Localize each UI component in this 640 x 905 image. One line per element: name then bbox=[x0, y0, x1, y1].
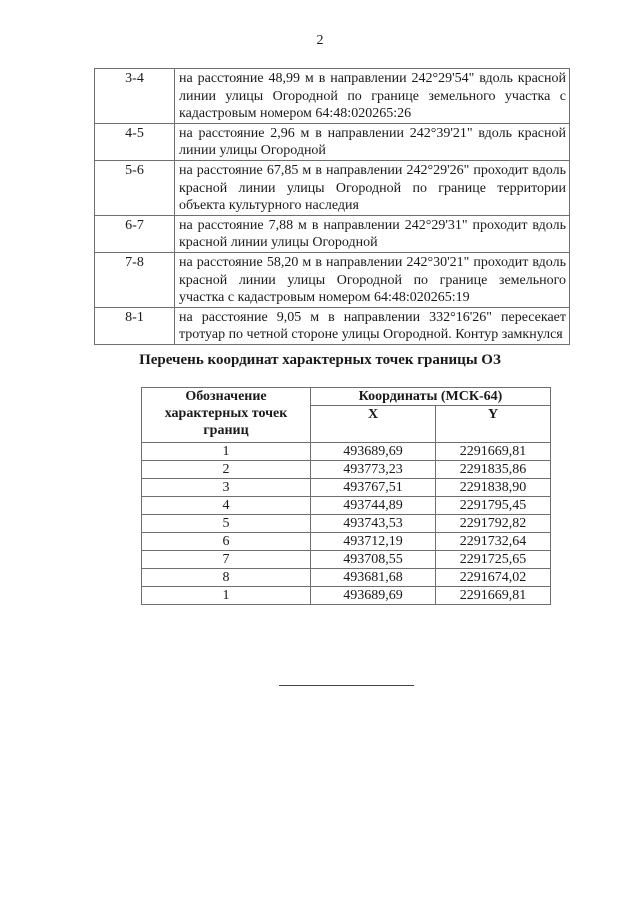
boundary-segments-table bbox=[94, 68, 570, 345]
header-row bbox=[142, 388, 551, 406]
coordinates-table bbox=[141, 387, 551, 605]
segment-description: на расстояние 7,88 м в направлении 242°29'31" проходит вдоль красной линии улицы Огородной bbox=[175, 215, 570, 252]
point-id: 8 bbox=[142, 569, 311, 587]
coord-x: 493767,51 bbox=[311, 479, 436, 497]
table-row bbox=[142, 497, 551, 515]
coord-y: 2291725,65 bbox=[436, 551, 551, 569]
table-row bbox=[95, 252, 570, 307]
table-row bbox=[142, 569, 551, 587]
table-row bbox=[142, 533, 551, 551]
table-row bbox=[142, 479, 551, 497]
segment-description: на расстояние 67,85 м в направлении 242°29'26" проходит вдоль красной линии улицы Огородной по границе территории объекта культурного наследия bbox=[175, 160, 570, 215]
page-number: 2 bbox=[316, 33, 324, 48]
point-id: 1 bbox=[142, 443, 311, 461]
header-point-designation: Обозначение характерных точек границ bbox=[142, 388, 311, 443]
table-row bbox=[95, 123, 570, 160]
table-row bbox=[142, 515, 551, 533]
header-coordinates-group: Координаты (МСК-64) bbox=[311, 388, 551, 406]
coord-y: 2291792,82 bbox=[436, 515, 551, 533]
point-id: 2 bbox=[142, 461, 311, 479]
coord-x: 493689,69 bbox=[311, 443, 436, 461]
segment-description: на расстояние 48,99 м в направлении 242°29'54" вдоль красной линии улицы Огородной по границе земельного участка с кадастровым номером 64:48:020265:26 bbox=[175, 69, 570, 124]
table-row bbox=[95, 160, 570, 215]
coord-x: 493689,69 bbox=[311, 587, 436, 605]
coord-y: 2291795,45 bbox=[436, 497, 551, 515]
coord-y: 2291732,64 bbox=[436, 533, 551, 551]
segment-description: на расстояние 9,05 м в направлении 332°16'26" пересекает тротуар по четной стороне улицы Огородной. Контур замкнулся bbox=[175, 307, 570, 344]
table-row bbox=[95, 69, 570, 124]
segment-id: 7-8 bbox=[95, 252, 175, 307]
coord-y: 2291669,81 bbox=[436, 587, 551, 605]
coord-x: 493773,23 bbox=[311, 461, 436, 479]
coord-x: 493681,68 bbox=[311, 569, 436, 587]
segment-id: 4-5 bbox=[95, 123, 175, 160]
segment-id: 5-6 bbox=[95, 160, 175, 215]
section-title: Перечень координат характерных точек границы ОЗ bbox=[139, 352, 501, 368]
coord-y: 2291669,81 bbox=[436, 443, 551, 461]
point-id: 6 bbox=[142, 533, 311, 551]
coord-x: 493708,55 bbox=[311, 551, 436, 569]
point-id: 3 bbox=[142, 479, 311, 497]
table-row bbox=[95, 215, 570, 252]
header-y: Y bbox=[436, 406, 551, 443]
point-id: 1 bbox=[142, 587, 311, 605]
table-row bbox=[142, 443, 551, 461]
point-id: 4 bbox=[142, 497, 311, 515]
coord-y: 2291674,02 bbox=[436, 569, 551, 587]
signature-line bbox=[279, 685, 414, 686]
segment-id: 3-4 bbox=[95, 69, 175, 124]
segment-description: на расстояние 2,96 м в направлении 242°39'21" вдоль красной линии улицы Огородной bbox=[175, 123, 570, 160]
header-x: X bbox=[311, 406, 436, 443]
table-row bbox=[142, 551, 551, 569]
table-row bbox=[95, 307, 570, 344]
coord-y: 2291838,90 bbox=[436, 479, 551, 497]
table-row bbox=[142, 461, 551, 479]
coord-x: 493744,89 bbox=[311, 497, 436, 515]
coord-x: 493712,19 bbox=[311, 533, 436, 551]
segment-id: 8-1 bbox=[95, 307, 175, 344]
coord-y: 2291835,86 bbox=[436, 461, 551, 479]
segment-id: 6-7 bbox=[95, 215, 175, 252]
point-id: 7 bbox=[142, 551, 311, 569]
coord-x: 493743,53 bbox=[311, 515, 436, 533]
table-row bbox=[142, 587, 551, 605]
point-id: 5 bbox=[142, 515, 311, 533]
segment-description: на расстояние 58,20 м в направлении 242°30'21" проходит вдоль красной линии улицы Огородной по границе земельного участка с кадастровым номером 64:48:020265:19 bbox=[175, 252, 570, 307]
